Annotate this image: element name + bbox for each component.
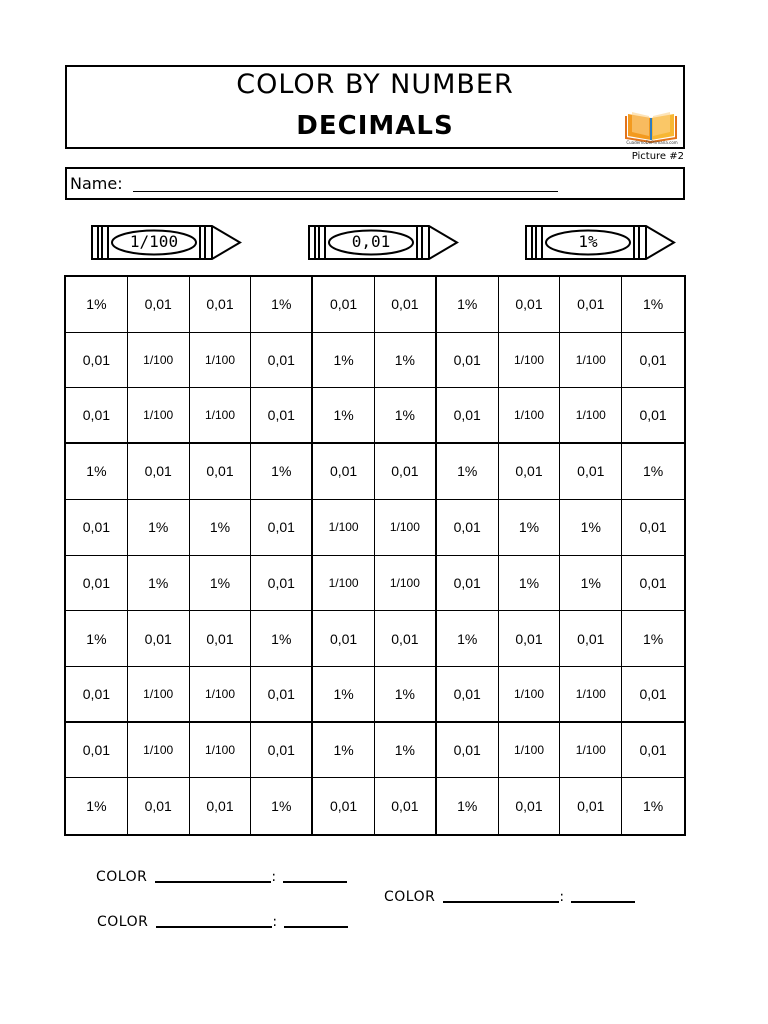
grid-cell[interactable]: 1%: [313, 723, 375, 779]
grid-cell[interactable]: 0,01: [560, 778, 622, 834]
grid-cell[interactable]: 0,01: [622, 667, 684, 723]
grid-cell[interactable]: 0,01: [251, 667, 313, 723]
grid-cell[interactable]: 0,01: [499, 277, 561, 333]
grid-cell[interactable]: 0,01: [437, 388, 499, 444]
color-key-label: COLOR: [96, 869, 148, 885]
grid-cell[interactable]: 1%: [375, 667, 437, 723]
grid-cell[interactable]: 1%: [499, 556, 561, 612]
logo-text: CuadernoDePrimaria.com: [626, 140, 678, 145]
grid-cell[interactable]: 1/100: [128, 333, 190, 389]
grid-cell[interactable]: 0,01: [499, 611, 561, 667]
grid-cell[interactable]: 0,01: [66, 500, 128, 556]
grid-cell[interactable]: 1%: [622, 277, 684, 333]
grid-cell[interactable]: 0,01: [313, 778, 375, 834]
grid-cell[interactable]: 0,01: [251, 556, 313, 612]
grid-cell[interactable]: 0,01: [622, 556, 684, 612]
grid-cell[interactable]: 1%: [622, 611, 684, 667]
grid-cell[interactable]: 0,01: [437, 333, 499, 389]
grid-cell[interactable]: 1%: [66, 277, 128, 333]
crayon-label: 1/100: [129, 232, 179, 251]
grid-cell[interactable]: 0,01: [313, 444, 375, 500]
grid-cell[interactable]: 1%: [190, 500, 252, 556]
grid-cell[interactable]: 1/100: [499, 667, 561, 723]
grid-cell[interactable]: 0,01: [622, 333, 684, 389]
grid-cell[interactable]: 1%: [437, 611, 499, 667]
grid-cell[interactable]: 1/100: [190, 723, 252, 779]
color-name-blank[interactable]: [156, 926, 272, 928]
grid-cell[interactable]: 0,01: [66, 556, 128, 612]
color-grid: [64, 275, 686, 836]
grid-cell[interactable]: 0,01: [560, 444, 622, 500]
grid-cell[interactable]: 1%: [251, 444, 313, 500]
crayon-key-3: [524, 223, 677, 262]
grid-cell[interactable]: 1/100: [190, 333, 252, 389]
crayon-label: 1%: [578, 232, 598, 251]
grid-cell[interactable]: 1%: [437, 444, 499, 500]
grid-cell[interactable]: 0,01: [375, 277, 437, 333]
crayon-label: 0,01: [351, 232, 391, 251]
crayon-key-1: [90, 223, 243, 262]
name-box: [65, 167, 685, 200]
grid-cell[interactable]: 1%: [128, 556, 190, 612]
grid-cell[interactable]: 0,01: [190, 611, 252, 667]
grid-cell[interactable]: 1/100: [128, 723, 190, 779]
grid-cell[interactable]: 0,01: [622, 723, 684, 779]
grid-cell[interactable]: 1/100: [190, 388, 252, 444]
color-key-line-2: [384, 889, 635, 905]
name-label: Name:: [70, 174, 123, 193]
color-value-blank[interactable]: [571, 901, 635, 903]
picture-number-label: Picture #2: [631, 151, 684, 162]
grid-cell[interactable]: 1%: [437, 277, 499, 333]
color-value-blank[interactable]: [283, 881, 347, 883]
grid-cell[interactable]: 0,01: [560, 611, 622, 667]
grid-cell[interactable]: 0,01: [560, 277, 622, 333]
grid-cell[interactable]: 0,01: [437, 556, 499, 612]
grid-cell[interactable]: 1/100: [560, 388, 622, 444]
grid-cell[interactable]: 1/100: [313, 556, 375, 612]
header-box: [65, 65, 685, 149]
name-write-line[interactable]: [133, 191, 558, 192]
grid-cell[interactable]: 0,01: [437, 667, 499, 723]
grid-cell[interactable]: 1/100: [190, 667, 252, 723]
grid-cell[interactable]: 0,01: [128, 444, 190, 500]
grid-cell[interactable]: 0,01: [128, 611, 190, 667]
worksheet-subtitle: DECIMALS: [296, 111, 454, 141]
color-key-separator: :: [272, 914, 278, 930]
color-key-line-1: [96, 869, 347, 885]
grid-cell[interactable]: 0,01: [190, 778, 252, 834]
grid-cell[interactable]: 1%: [66, 611, 128, 667]
color-value-blank[interactable]: [284, 926, 348, 928]
grid-cell[interactable]: 1%: [66, 444, 128, 500]
grid-cell[interactable]: 1/100: [499, 388, 561, 444]
grid-cell[interactable]: 0,01: [66, 667, 128, 723]
grid-cell[interactable]: 0,01: [437, 723, 499, 779]
grid-cell[interactable]: 0,01: [375, 778, 437, 834]
grid-cell[interactable]: 0,01: [375, 444, 437, 500]
grid-cell[interactable]: 0,01: [128, 778, 190, 834]
grid-cell[interactable]: 0,01: [66, 333, 128, 389]
grid-cell[interactable]: 1/100: [128, 667, 190, 723]
color-name-blank[interactable]: [443, 901, 559, 903]
grid-cell[interactable]: 1%: [622, 444, 684, 500]
grid-cell[interactable]: 1%: [375, 333, 437, 389]
color-key-separator: :: [559, 889, 565, 905]
grid-cell[interactable]: 1%: [313, 388, 375, 444]
grid-cell[interactable]: 1/100: [560, 333, 622, 389]
grid-cell[interactable]: 1%: [375, 723, 437, 779]
grid-cell[interactable]: 0,01: [190, 277, 252, 333]
grid-cell[interactable]: 1%: [313, 333, 375, 389]
grid-cell[interactable]: 0,01: [66, 388, 128, 444]
color-key-label: COLOR: [97, 914, 149, 930]
grid-cell[interactable]: 1%: [560, 500, 622, 556]
color-name-blank[interactable]: [155, 881, 271, 883]
grid-cell[interactable]: 0,01: [499, 444, 561, 500]
grid-cell[interactable]: 1%: [560, 556, 622, 612]
grid-cell[interactable]: 0,01: [313, 277, 375, 333]
grid-cell[interactable]: 1%: [499, 500, 561, 556]
color-key-label: COLOR: [384, 889, 436, 905]
grid-cell[interactable]: 1/100: [560, 667, 622, 723]
grid-cell[interactable]: 1/100: [499, 333, 561, 389]
worksheet-title: COLOR BY NUMBER: [236, 69, 514, 100]
grid-cell[interactable]: 0,01: [437, 500, 499, 556]
grid-cell[interactable]: 0,01: [251, 388, 313, 444]
grid-cell[interactable]: 1%: [251, 277, 313, 333]
grid-cell[interactable]: 0,01: [499, 778, 561, 834]
grid-cell[interactable]: 0,01: [190, 444, 252, 500]
grid-cell[interactable]: 1/100: [560, 723, 622, 779]
grid-cell[interactable]: 0,01: [251, 723, 313, 779]
grid-cell[interactable]: 1/100: [128, 388, 190, 444]
grid-cell[interactable]: 1%: [375, 388, 437, 444]
grid-cell[interactable]: 1%: [437, 778, 499, 834]
grid-cell[interactable]: 1%: [128, 500, 190, 556]
grid-cell[interactable]: 1%: [642, 798, 664, 815]
color-key-line-3: [97, 914, 348, 930]
grid-cell[interactable]: 0,01: [128, 277, 190, 333]
grid-cell[interactable]: 1%: [66, 778, 128, 834]
grid-cell[interactable]: 1/100: [375, 556, 437, 612]
grid-cell[interactable]: 0,01: [251, 333, 313, 389]
grid-cell[interactable]: 0,01: [66, 723, 128, 779]
grid-cell[interactable]: 0,01: [622, 388, 684, 444]
grid-cell[interactable]: 0,01: [375, 611, 437, 667]
color-key-separator: :: [271, 869, 277, 885]
crayon-key-2: [307, 223, 460, 262]
grid-cell[interactable]: 1/100: [313, 500, 375, 556]
grid-cell[interactable]: 1%: [251, 778, 313, 834]
grid-cell[interactable]: 1%: [190, 556, 252, 612]
grid-cell[interactable]: 1/100: [375, 500, 437, 556]
grid-cell[interactable]: 1%: [251, 611, 313, 667]
grid-cell[interactable]: 1%: [313, 667, 375, 723]
grid-cell[interactable]: 1/100: [499, 723, 561, 779]
grid-cell[interactable]: 0,01: [313, 611, 375, 667]
grid-cell[interactable]: 0,01: [251, 500, 313, 556]
grid-cell[interactable]: 0,01: [622, 500, 684, 556]
